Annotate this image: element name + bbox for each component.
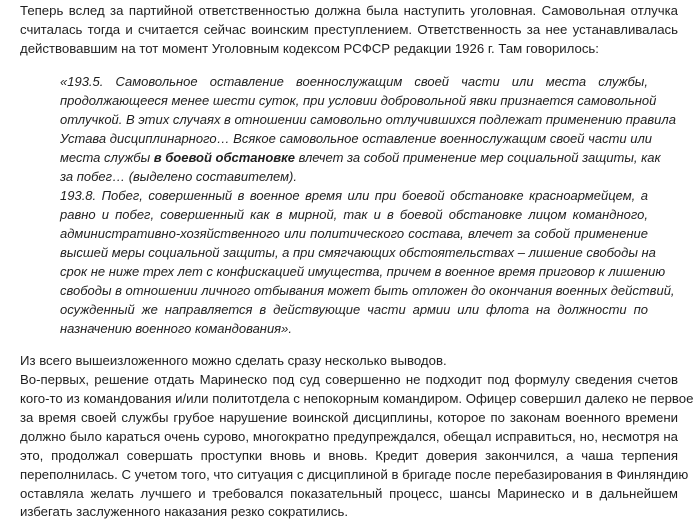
conclusion-line: кого-то из командования и/или политотдела с непокорным командиром. Офицер совершил далеко не первое [20,391,694,406]
quote-line: свободы в отношении личного отбывания может быть отложен до окончания военных действий, [60,283,675,298]
intro-line: Теперь вслед за партийной ответственностью должна была наступить уголовная. Самовольная отлучка [20,3,678,18]
conclusion-line: должно было караться очень сурово, многократно предупреждался, обещал исправиться, но, несмотря на [20,429,678,444]
emphasis-bold: в боевой обстановке [153,150,295,165]
conclusion-line: за время своей службы грубое нарушение воинской дисциплины, которое по законам военного времени [20,410,678,425]
conclusion-line: Из всего вышеизложенного можно сделать сразу несколько выводов. [20,353,447,368]
quote-line: отлучкой. В этих случаях в отношении самовольно отлучившихся подлежат применению правила [60,112,676,127]
quote-line: осужденный же направляется в действующие части армии или флота на должности по [60,302,648,317]
conclusion-line: это, продолжал совершать проступки вновь и вновь. Кредит доверия закончился, а чаша терпения [20,448,678,463]
intro-line: действовавшим на тот момент Уголовным кодексом РСФСР редакции 1926 г. Там говорилось: [20,41,599,56]
quote-line: 193.8. Побег, совершенный в военное время или при боевой обстановке красноармейцем, а [60,188,648,203]
quote-line: срок не ниже трех лет с конфискацией имущества, причем в военное время приговор к лишению [60,264,666,279]
intro-line: считалась тогда и считается сейчас воинским преступлением. Ответственность за нее устанавливалась [20,22,678,37]
quote-line: Устава дисциплинарного… Всякое самовольное оставление военнослужащим своей части или [60,131,653,146]
conclusion-line: переполнилась. С учетом того, что ситуация с дисциплиной в бригаде после перебазирования в Финляндию [20,467,689,482]
quote-line: за побег… (выделено составителем). [60,169,297,184]
quote-line: продолжающееся менее шести суток, при условии добровольной явки признается самовольной [60,93,657,108]
quote-line: места службы в боевой обстановке влечет за собой применение мер социальной защиты, как [60,150,661,165]
quote-line: высшей меры социальной защиты, а при смягчающих обстоятельствах – лишение свободы на [60,245,656,260]
conclusion-line: оставляла желать лучшего и требовался показательный процесс, шансы Маринеско и в дальнейшем [20,486,678,501]
quote-line: административно-хозяйственного или политического состава, влечет за собой применение [60,226,648,241]
conclusion-line: Во-первых, решение отдать Маринеско под суд совершенно не подходит под формулу сведения счетов [20,372,678,387]
conclusion-line: избегать заслуженного наказания резко сократились. [20,504,348,519]
quote-line: равно и побег, совершенный как в мирной, так и в боевой обстановке лицом командного, [60,207,648,222]
quote-line: «193.5. Самовольное оставление военнослужащим своей части или места службы, [60,74,648,89]
quote-line: назначению военного командования». [60,321,292,336]
